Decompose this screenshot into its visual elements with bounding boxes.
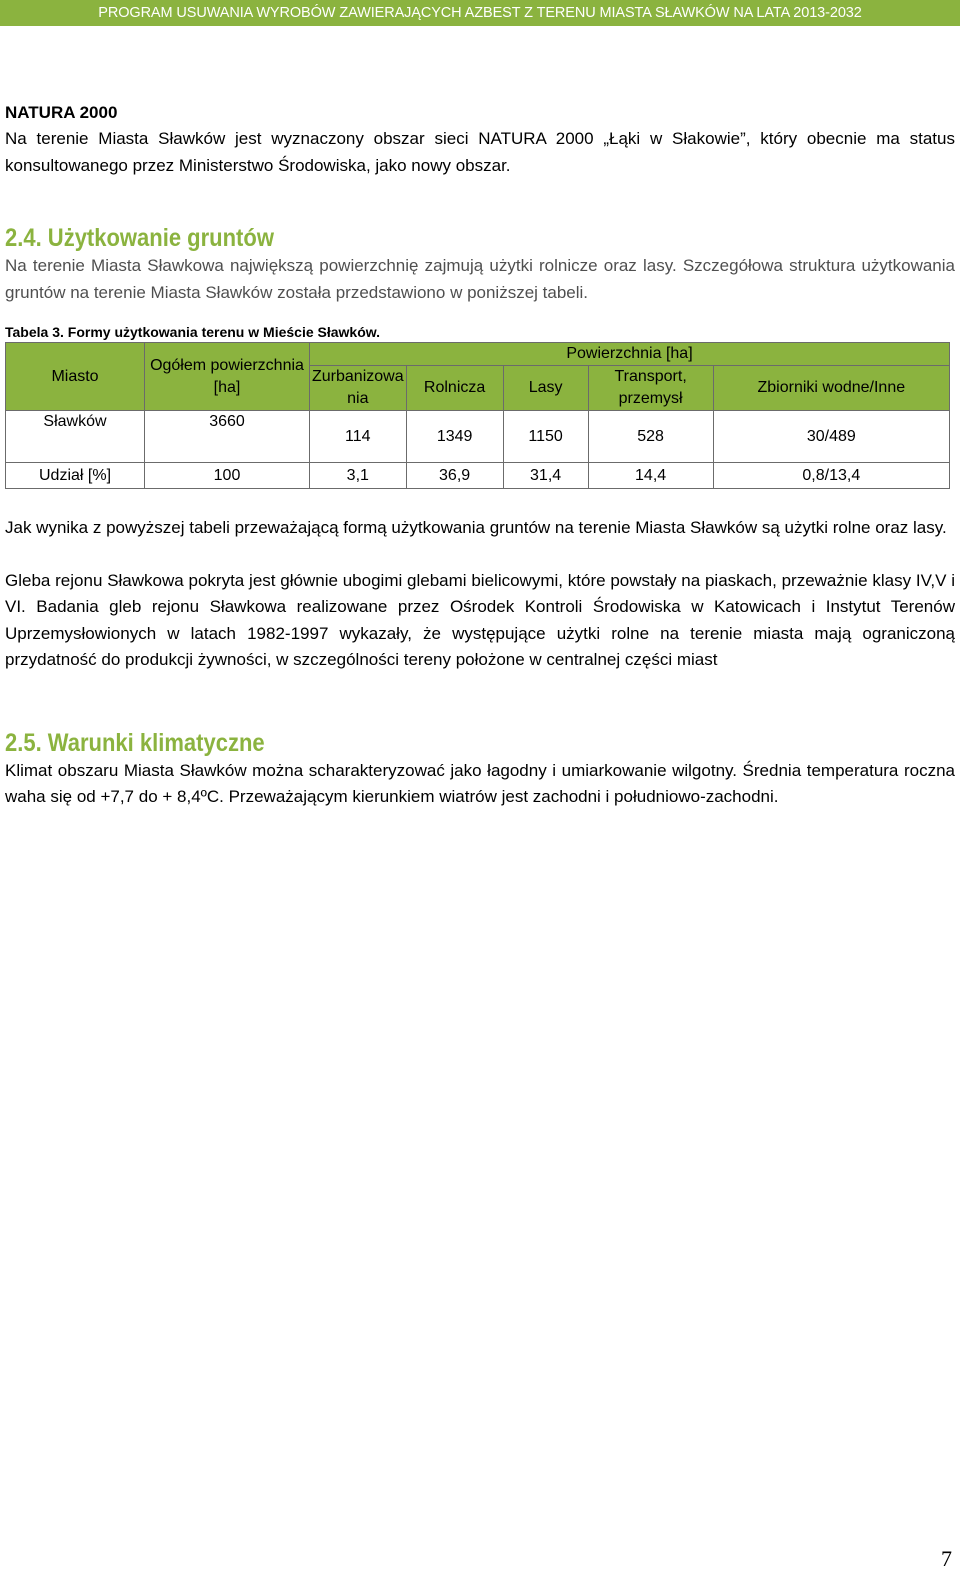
table-cell: 36,9 xyxy=(406,463,503,489)
table-row xyxy=(6,411,950,463)
soil-paragraph: Gleba rejonu Sławkowa pokryta jest głównie ubogimi glebami bielicowymi, które powstały na piaskach, przeważnie klasy IV,V i VI. Badania gleb rejonu Sławkowa realizowane przez Ośrodek Kontroli Środowiska w Katowicach i Instytut Terenów Uprzemysłowionych w latach 1982-1997 wykazały, że występujące użytki rolne na terenie miasta mają ograniczoną przydatność do produkcji żywności, w szczególności tereny położone w centralnej części miast xyxy=(5,570,955,669)
page-content xyxy=(5,100,955,811)
land-use-table xyxy=(5,342,950,489)
table-cell: 0,8/13,4 xyxy=(713,463,949,489)
table-cell: 100 xyxy=(145,463,310,489)
natura-paragraph: Na terenie Miasta Sławków jest wyznaczony obszar sieci NATURA 2000 „Łąki w Słakowie”, który obecnie ma status konsultowanego przez Ministerstwo Środowiska, jako nowy obszar. xyxy=(5,129,955,175)
table-cell: 3,1 xyxy=(310,463,407,489)
table-subheader-cell: Rolnicza xyxy=(406,366,503,411)
table-subheader-cell: Zurbanizowa nia xyxy=(310,366,407,411)
section-title-land-use: 2.4. Użytkowanie gruntów xyxy=(5,224,274,252)
table-subheader-cell: Lasy xyxy=(503,366,588,411)
table-cell: 30/489 xyxy=(713,411,949,463)
land-use-paragraph: Na terenie Miasta Sławkowa największą powierzchnię zajmują użytki rolnicze oraz lasy. Szczegółowa struktura użytkowania gruntów na terenie Miasta Sławków została przedstawiono w poniższej tabeli. xyxy=(5,256,955,302)
table-caption: Tabela 3. Formy użytkowania terenu w Mieście Sławków. xyxy=(5,324,381,340)
table-cell: 1150 xyxy=(503,411,588,463)
table-subheader-cell: Zbiorniki wodne/Inne xyxy=(713,366,949,411)
table-header-group: Powierzchnia [ha] xyxy=(310,343,950,366)
table-cell: Udział [%] xyxy=(6,463,145,489)
section-title-climate: 2.5. Warunki klimatyczne xyxy=(5,728,265,757)
table-cell: Sławków xyxy=(6,411,145,463)
natura-heading: NATURA 2000 xyxy=(5,103,118,122)
table-header-miasto: Miasto xyxy=(6,343,145,411)
table-header-ogolem: Ogółem powierzchnia [ha] xyxy=(145,343,310,411)
table-cell: 14,4 xyxy=(588,463,713,489)
table-header-row xyxy=(6,343,950,366)
table-subheader-cell: Transport, przemysł xyxy=(588,366,713,411)
table-cell: 3660 xyxy=(145,411,310,463)
table-cell: 114 xyxy=(310,411,407,463)
climate-paragraph: Klimat obszaru Miasta Sławków można scharakteryzować jako łagodny i umiarkowanie wilgotny. Średnia temperatura roczna waha się od +7,7 do + 8,4ºC. Przeważającym kierunkiem wiatrów jest zachodni i południowo-zachodni. xyxy=(5,760,955,806)
table-conclusion-paragraph: Jak wynika z powyższej tabeli przeważającą formą użytkowania gruntów na terenie Miasta Sławków są użytki rolne oraz lasy. xyxy=(5,518,947,537)
table-row xyxy=(6,463,950,489)
page-number: 7 xyxy=(941,1546,952,1571)
document-header: PROGRAM USUWANIA WYROBÓW ZAWIERAJĄCYCH AZBEST Z TERENU MIASTA SŁAWKÓW NA LATA 2013-2032 xyxy=(0,0,960,26)
table-cell: 1349 xyxy=(406,411,503,463)
table-cell: 31,4 xyxy=(503,463,588,489)
table-cell: 528 xyxy=(588,411,713,463)
